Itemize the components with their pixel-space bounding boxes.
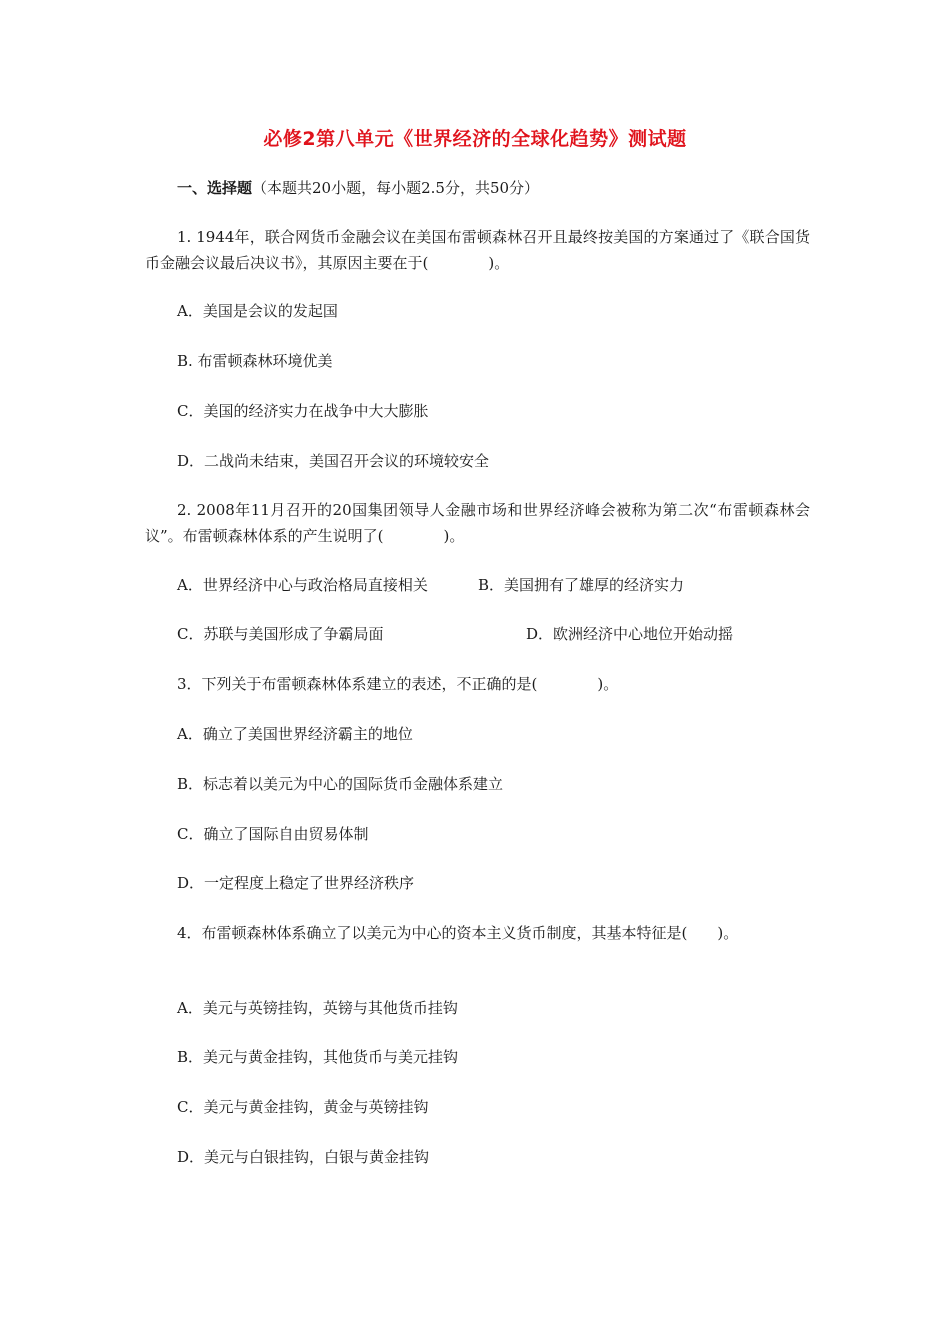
- question-4-option-a: A．美元与英镑挂钩，英镑与其他货币挂钩: [177, 999, 458, 1017]
- question-2-option-d: D．欧洲经济中心地位开始动摇: [526, 625, 734, 643]
- section-label: 一、选择题: [177, 179, 253, 197]
- question-3-option-c: C．确立了国际自由贸易体制: [177, 825, 369, 843]
- document-title: 必修2第八单元《世界经济的全球化趋势》测试题: [263, 128, 687, 150]
- question-2-option-b: B．美国拥有了雄厚的经济实力: [478, 576, 685, 594]
- question-1-option-d: D．二战尚未结束，美国召开会议的环境较安全: [177, 452, 490, 470]
- question-3-option-b: B．标志着以美元为中心的国际货币金融体系建立: [177, 775, 504, 793]
- question-3-option-d: D．一定程度上稳定了世界经济秩序: [177, 874, 415, 892]
- question-4-stem: 4．布雷顿森林体系确立了以美元为中心的资本主义货币制度，其基本特征是( )。: [177, 924, 739, 942]
- question-2-option-a: A．世界经济中心与政治格局直接相关: [177, 576, 428, 594]
- question-3-stem: 3．下列关于布雷顿森林体系建立的表述，不正确的是( )。: [177, 675, 619, 693]
- question-4-option-d: D．美元与白银挂钩，白银与黄金挂钩: [177, 1148, 430, 1166]
- question-1-option-a: A．美国是会议的发起国: [177, 302, 338, 320]
- section-note: （本题共20小题，每小题2.5分，共50分）: [252, 179, 540, 197]
- question-2-option-c: C．苏联与美国形成了争霸局面: [177, 625, 384, 643]
- question-2-stem: 2. 2008年11月召开的20国集团领导人金融市场和世界经济峰会被称为第二次“布雷顿森林会议”。布雷顿森林体系的产生说明了( )。: [145, 501, 810, 545]
- question-1-stem: 1. 1944年，联合网货币金融会议在美国布雷顿森林召开且最终按美国的方案通过了《联合国货币金融会议最后决议书》，其原因主要在于( )。: [145, 228, 810, 272]
- question-3-option-a: A．确立了美国世界经济霸主的地位: [177, 725, 413, 743]
- question-4-option-c: C．美元与黄金挂钩，黄金与英镑挂钩: [177, 1098, 429, 1116]
- question-4-option-b: B．美元与黄金挂钩，其他货币与美元挂钩: [177, 1048, 459, 1066]
- question-1-option-c: C．美国的经济实力在战争中大大膨胀: [177, 402, 429, 420]
- section-heading: [177, 175, 539, 201]
- question-1-option-b: B. 布雷顿森林环境优美: [177, 352, 333, 370]
